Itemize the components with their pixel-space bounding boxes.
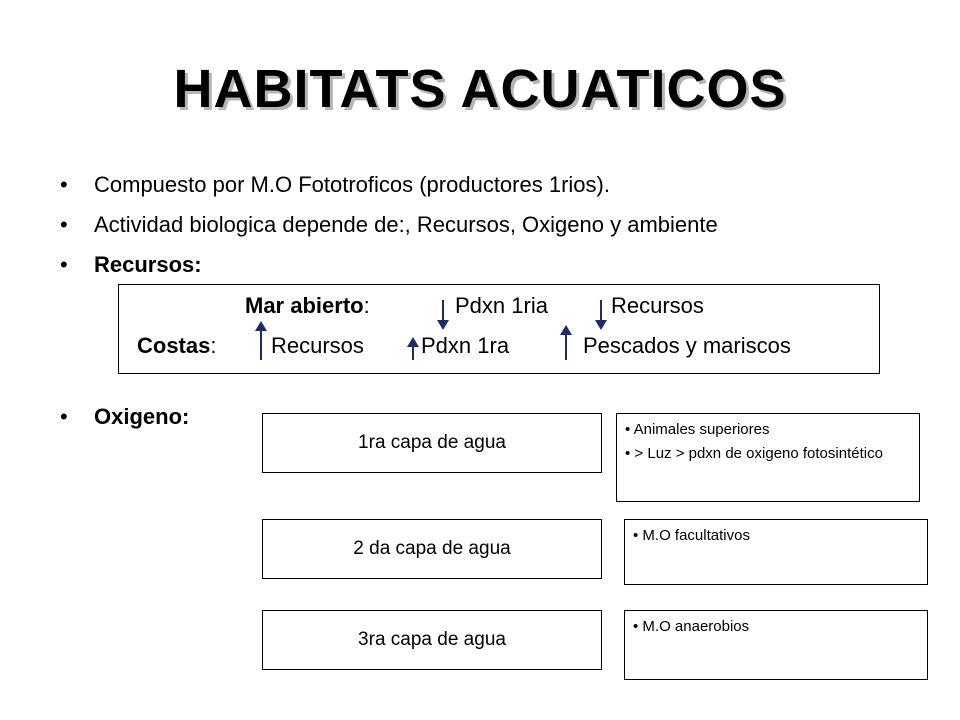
bullet-dot: • <box>60 212 68 237</box>
note-item: • M.O facultativos <box>633 527 750 544</box>
bullet-text-recursos: Recursos: <box>94 252 202 277</box>
bullet-dot: • <box>60 252 68 277</box>
note-box-2 <box>624 519 928 585</box>
bullet-text-oxigeno: Oxigeno: <box>94 404 190 429</box>
layer-box-1 <box>262 413 602 473</box>
note-item: • M.O anaerobios <box>633 618 750 635</box>
note-item: • Animales superiores <box>625 421 770 438</box>
bullet-dot: • <box>60 172 68 197</box>
slide-title: HABITATS ACUATICOS <box>173 59 787 119</box>
note-box-3 <box>624 610 928 680</box>
note-box-1 <box>616 413 920 502</box>
bullet-text: Actividad biologica depende de:, Recursos, Oxigeno y ambiente <box>94 212 718 237</box>
resource-row-2-label: Costas: <box>137 333 217 358</box>
layer-label-2: 2 da capa de agua <box>353 538 511 559</box>
resources-box <box>118 284 880 374</box>
bullet-text: Compuesto por M.O Fototroficos (productores 1rios). <box>94 172 610 197</box>
layer-box-2 <box>262 519 602 579</box>
layer-box-3 <box>262 610 602 670</box>
note-item: • > Luz > pdxn de oxigeno fotosintético <box>625 445 883 462</box>
layer-label-1: 1ra capa de agua <box>358 432 506 453</box>
bullet-dot: • <box>60 404 68 429</box>
resource-row-1-item-2: Recursos <box>611 293 704 318</box>
resource-row-2-item-3: Pescados y mariscos <box>583 333 791 358</box>
layer-label-3: 3ra capa de agua <box>358 629 506 650</box>
resource-row-1-item-1: Pdxn 1ria <box>455 293 548 318</box>
resource-row-2-item-2: Pdxn 1ra <box>421 333 510 358</box>
resource-row-1-label: Mar abierto: <box>245 293 370 318</box>
resource-row-2-item-1: Recursos <box>271 333 364 358</box>
